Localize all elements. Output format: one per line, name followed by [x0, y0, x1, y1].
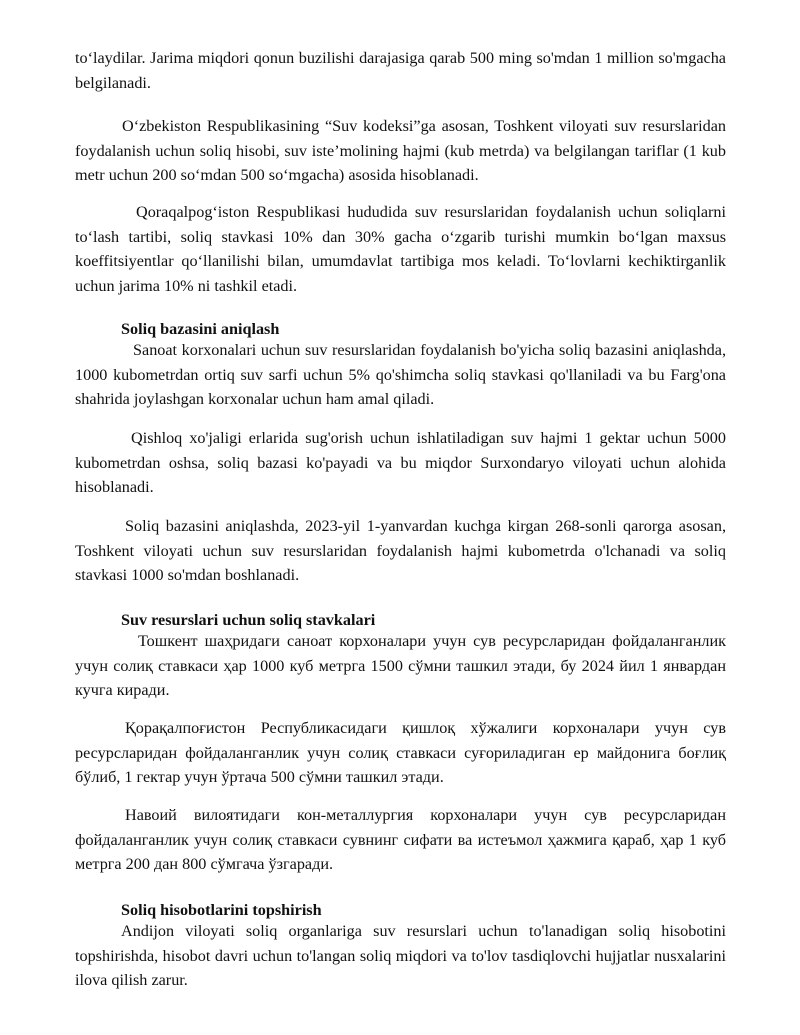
heading-tax-reports: Soliq hisobotlarini topshirish [121, 901, 322, 919]
paragraph-karakalpakstan-rates: Qoraqalpog‘iston Respublikasi hududida suv resurslaridan foydalanish uchun soliqlarni to‘lash tartibi, soliq stavkasi 10% dan 30% gacha o‘zgarib turishi mumkin bo‘lgan maxsus koeffitsiyentlar qo‘llanilishi bilan, umumdavlat tartibiga mos keladi. To‘lovlarni kechiktirganlik uchun jarima 10% ni tashkil etadi. [75, 203, 726, 295]
paragraph-agriculture-irrigation: Qishloq xo'jaligi erlarida sug'orish uchun ishlatiladigan suv hajmi 1 gektar uchun 5000 kubometrdan oshsa, soliq bazasi ko'payadi va bu miqdor Surxondaryo viloyati uchun alohida hisoblanadi. [75, 429, 726, 497]
paragraph-karakalpakstan-agriculture: Қорақалпоғистон Республикасидаги қишлоқ хўжалиги корхоналари учун сув ресурсларидан фойдаланганлик учун солиқ ставкаси суғориладиган ер майдонига боғлиқ бўлиб, 1 гектар учун ўртача 500 сўмни ташкил этади. [75, 719, 726, 787]
paragraph-fine-amount: to‘laydilar. Jarima miqdori qonun buzilishi darajasiga qarab 500 ming so'mdan 1 million so'mgacha belgilanadi. [75, 49, 726, 92]
paragraph-navoi-mining: Навоий вилоятидаги кон-металлургия корхоналари учун сув ресурсларидан фойдаланганлик учун солиқ ставкаси сувнинг сифати ва истеъмол ҳажмига қараб, ҳар 1 куб метрга 200 дан 800 сўмгача ўзгаради. [75, 806, 726, 874]
paragraph-water-code-tashkent: O‘zbekiston Respublikasining “Suv kodeksi”ga asosan, Toshkent viloyati suv resurslaridan foydalanish uchun soliq hisobi, suv iste’molining hajmi (kub metrda) va belgilangan tariflar (1 kub metr uchun 200 so‘mdan 500 so‘mgacha) asosida hisoblanadi. [75, 117, 726, 185]
paragraph-industrial-tax-base: Sanoat korxonalari uchun suv resurslaridan foydalanish bo'yicha soliq bazasini aniqlashda, 1000 kubometrdan ortiq suv sarfi uchun 5% qo'shimcha soliq stavkasi qo'llaniladi va bu Farg'ona shahrida joylashgan korxonalar uchun ham amal qiladi. [75, 341, 726, 409]
heading-tax-rates: Suv resurslari uchun soliq stavkalari [121, 611, 376, 629]
paragraph-tashkent-city-industry: Тошкент шаҳридаги саноат корхоналари учун сув ресурсларидан фойдаланганлик учун солиқ ставкаси ҳар 1000 куб метрга 1500 сўмни ташкил этади, бу 2024 йил 1 январдан кучга киради. [75, 632, 726, 700]
paragraph-andijan-reports: Andijon viloyati soliq organlariga suv resurslari uchun to'lanadigan soliq hisobotini topshirishda, hisobot davri uchun to'langan soliq miqdori va to'lov tasdiqlovchi hujjatlar nusxalarini ilova qilish zarur. [75, 922, 726, 990]
paragraph-resolution-268: Soliq bazasini aniqlashda, 2023-yil 1-yanvardan kuchga kirgan 268-sonli qarorga asosan, Toshkent viloyati uchun suv resurslaridan foydalanish hajmi kubometrda o'lchanadi va soliq stavkasi 1000 so'mdan boshlanadi. [75, 517, 726, 585]
heading-tax-base: Soliq bazasini aniqlash [121, 320, 280, 338]
